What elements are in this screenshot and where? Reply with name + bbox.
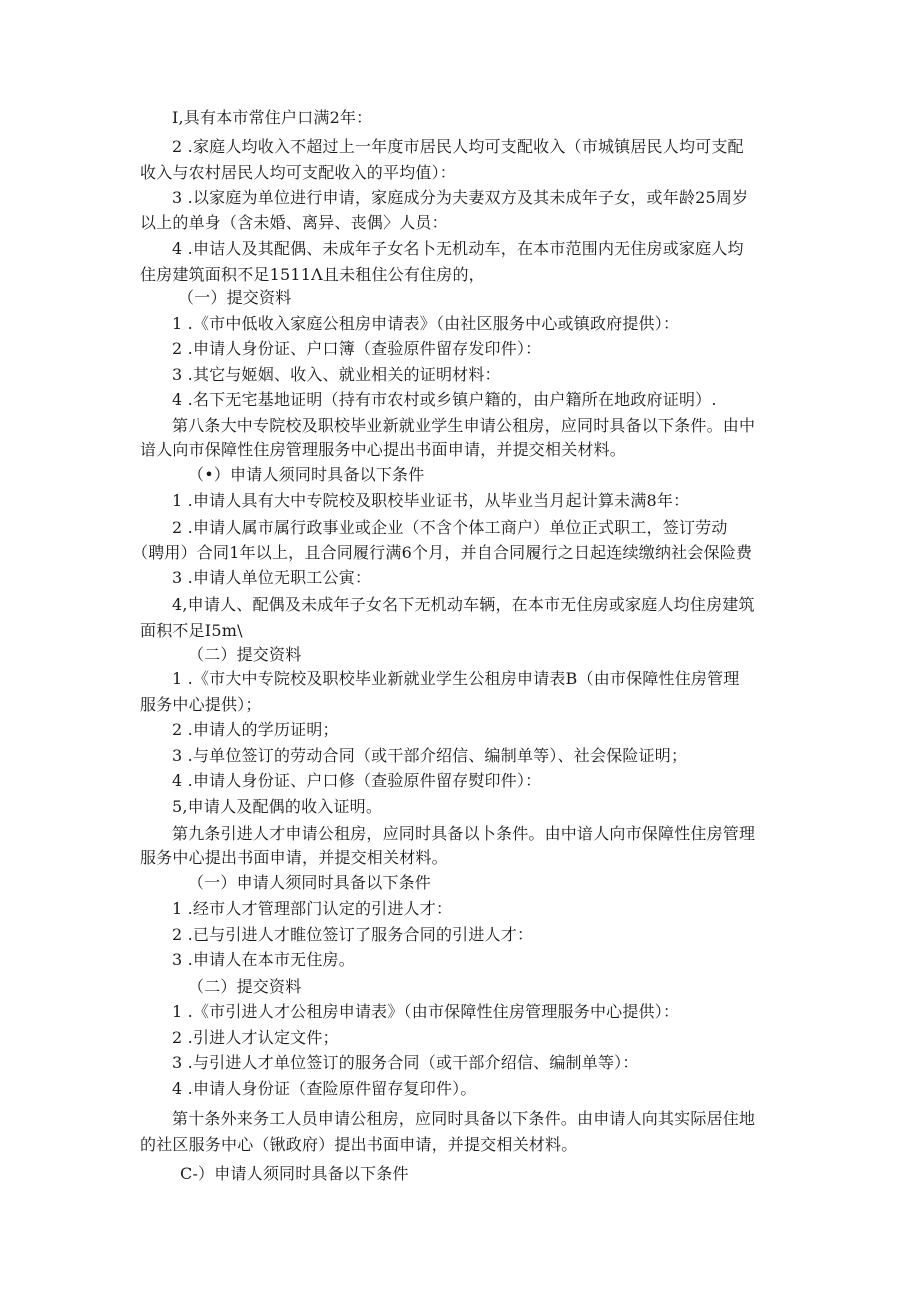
text-line: 3 .申请人在本市无住房。: [172, 950, 355, 969]
text-line: 第十条外来务工人员申请公租房，应同时具备以下条件。由申请人向其实际居住地: [172, 1109, 756, 1128]
text-line: 1 .经市人才管理部门认定的引进人才：: [172, 899, 453, 918]
text-line: 服务中心提供）；: [140, 695, 262, 714]
text-line: 4 .名下无宅基地证明（持有市农村或乡镇户籍的，由户籍所在地政府证明）.: [172, 390, 717, 409]
text-line: 2 .申请人身份证、户口簿（查验原件留存发印件）：: [172, 339, 542, 358]
text-line: 4 .申诘人及其配偶、未成年子女名卜无机动车，在本市范围内无住房或家庭人均: [172, 239, 744, 258]
text-line: 第八条大中专院校及职校毕业新就业学生申请公租房，应同时具备以下条件。由中: [172, 416, 756, 435]
text-line: I,具有本市常住户口满2年：: [172, 108, 373, 127]
section-heading: （一）提交资料: [178, 288, 292, 307]
section-heading: （•）申请人须同时具备以下条件: [188, 465, 425, 484]
text-line: 4 .申请人身份证、户口修（查验原件留存熨印件）：: [172, 771, 542, 790]
text-line: 服务中心提出书面申请，并提交相关材料。: [140, 848, 448, 867]
text-line: 收入与农村居民人均可支配收入的平均值）：: [140, 163, 457, 182]
text-line: 以上的单身（含未婚、离异、丧偶〉人员：: [140, 213, 448, 232]
text-line: 4,申请人、配偶及未成年子女名下无机动车辆，在本市无住房或家庭人均住房建筑: [172, 595, 755, 614]
text-line: 面积不足I5m\: [140, 621, 243, 640]
section-heading: C-）申请人须同时具备以下条件: [180, 1164, 409, 1183]
text-line: 3 .以家庭为单位进行申请，家庭成分为夫妻双方及其未成年子女，或年龄25周岁: [172, 188, 749, 207]
text-line: 5,申请人及配偶的收入证明。: [172, 797, 383, 816]
text-line: 2 .引进人才认定文件；: [172, 1028, 339, 1047]
text-line: 3 .其它与姬姻、收入、就业相关的证明材料：: [172, 365, 501, 384]
text-line: 1 .《市引进人才公租房申请表》（由市保障性住房管理服务中心提供）：: [172, 1002, 680, 1021]
text-line: 2 .申请人属市属行政事业或企业（不含个体工商户）单位正式职工，签订劳动: [172, 518, 728, 537]
text-line: 第九条引进人才申请公租房，应同时具备以卜条件。由中谙人向市保障性住房管理: [172, 824, 756, 843]
text-line: 3 .与引进人才单位签订的服务合同（或干部介绍信、编制单等）：: [172, 1053, 639, 1072]
section-heading: （二）提交资料: [188, 645, 302, 664]
text-line: 的社区服务中心（锹政府）提出书面申请，并提交相关材料。: [140, 1135, 578, 1154]
text-line: 1 .《市大中专院校及职校毕业新就业学生公租房申请表B（由市保障性住房管理: [172, 669, 740, 688]
text-line: 3 .与单位签订的劳动合同（或干部介绍信、编制单等）、社会保险证明；: [172, 746, 688, 765]
text-line: 2 .申请人的学历证明；: [172, 720, 339, 739]
text-line: 1 .申请人具有大中专院校及职校毕业证书，从毕业当月起计算未满8年：: [172, 491, 690, 510]
text-line: 1 .《市中低收入家庭公租房申请表》（由社区服务中心或镇政府提供）：: [172, 314, 680, 333]
section-heading: （二）提交资料: [188, 977, 302, 996]
text-line: 2 .已与引进人才睢位签订了服务合同的引进人才：: [172, 925, 534, 944]
text-line: 住房建筑面积不足1511Λ且未租住公有住房的，: [140, 265, 485, 284]
text-line: 谙人向市保障性住房管理服务中心提出书面申请，并提交相关材料。: [140, 440, 627, 459]
text-line: 3 .申请人单位无职工公寅：: [172, 568, 372, 587]
section-heading: （一）申请人须同时具备以下条件: [188, 873, 432, 892]
text-line: （聘用）合同1年以上，且合同履行满6个月，并自合同履行之日起连续缴纳社会保险费: [132, 543, 753, 562]
text-line: 4 .申请人身份证（查险原件留存复印件）。: [172, 1079, 477, 1098]
text-line: 2 .家庭人均收入不超过上一年度市居民人均可支配收入（市城镇居民人均可支配: [172, 137, 744, 156]
